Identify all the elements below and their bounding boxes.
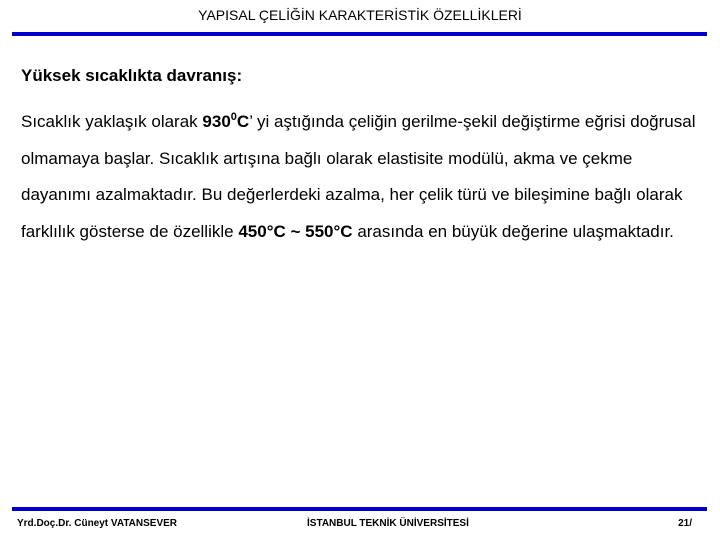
page-number: 21/ xyxy=(678,518,692,529)
footer-author: Yrd.Doç.Dr. Cüneyt VATANSEVER xyxy=(17,518,178,529)
body-paragraph xyxy=(21,104,701,250)
temperature-range: 450°C ~ 550°C xyxy=(238,221,353,241)
paragraph-text-1: Sıcaklık yaklaşık olarak xyxy=(21,112,203,131)
section-heading: Yüksek sıcaklıkta davranış: xyxy=(21,66,243,85)
footer-university: İSTANBUL TEKNİK ÜNİVERSİTESİ xyxy=(307,518,469,529)
header-divider xyxy=(12,32,707,36)
temperature-superscript: 0 xyxy=(230,111,237,123)
paragraph-text-2: ’ yi aştığında çeliğin gerilme-şekil değiştirme eğrisi doğrusal olmamaya başlar. Sıcaklık artışına bağlı olarak elastisite modülü, akma ve çekme dayanımı azalmaktadır. Bu değerlerdeki azalma, her çelik türü ve bileşimine bağlı olarak farklılık gösterse de özellikle xyxy=(21,112,696,241)
paragraph-text-3: arasında en büyük değerine ulaşmaktadır. xyxy=(352,221,674,241)
footer-divider xyxy=(12,507,707,511)
slide-content xyxy=(21,66,701,250)
temperature-value: $930^0C$ xyxy=(202,111,250,131)
page-title: YAPISAL ÇELİĞİN KARAKTERİSTİK ÖZELLİKLERİ xyxy=(198,7,522,23)
